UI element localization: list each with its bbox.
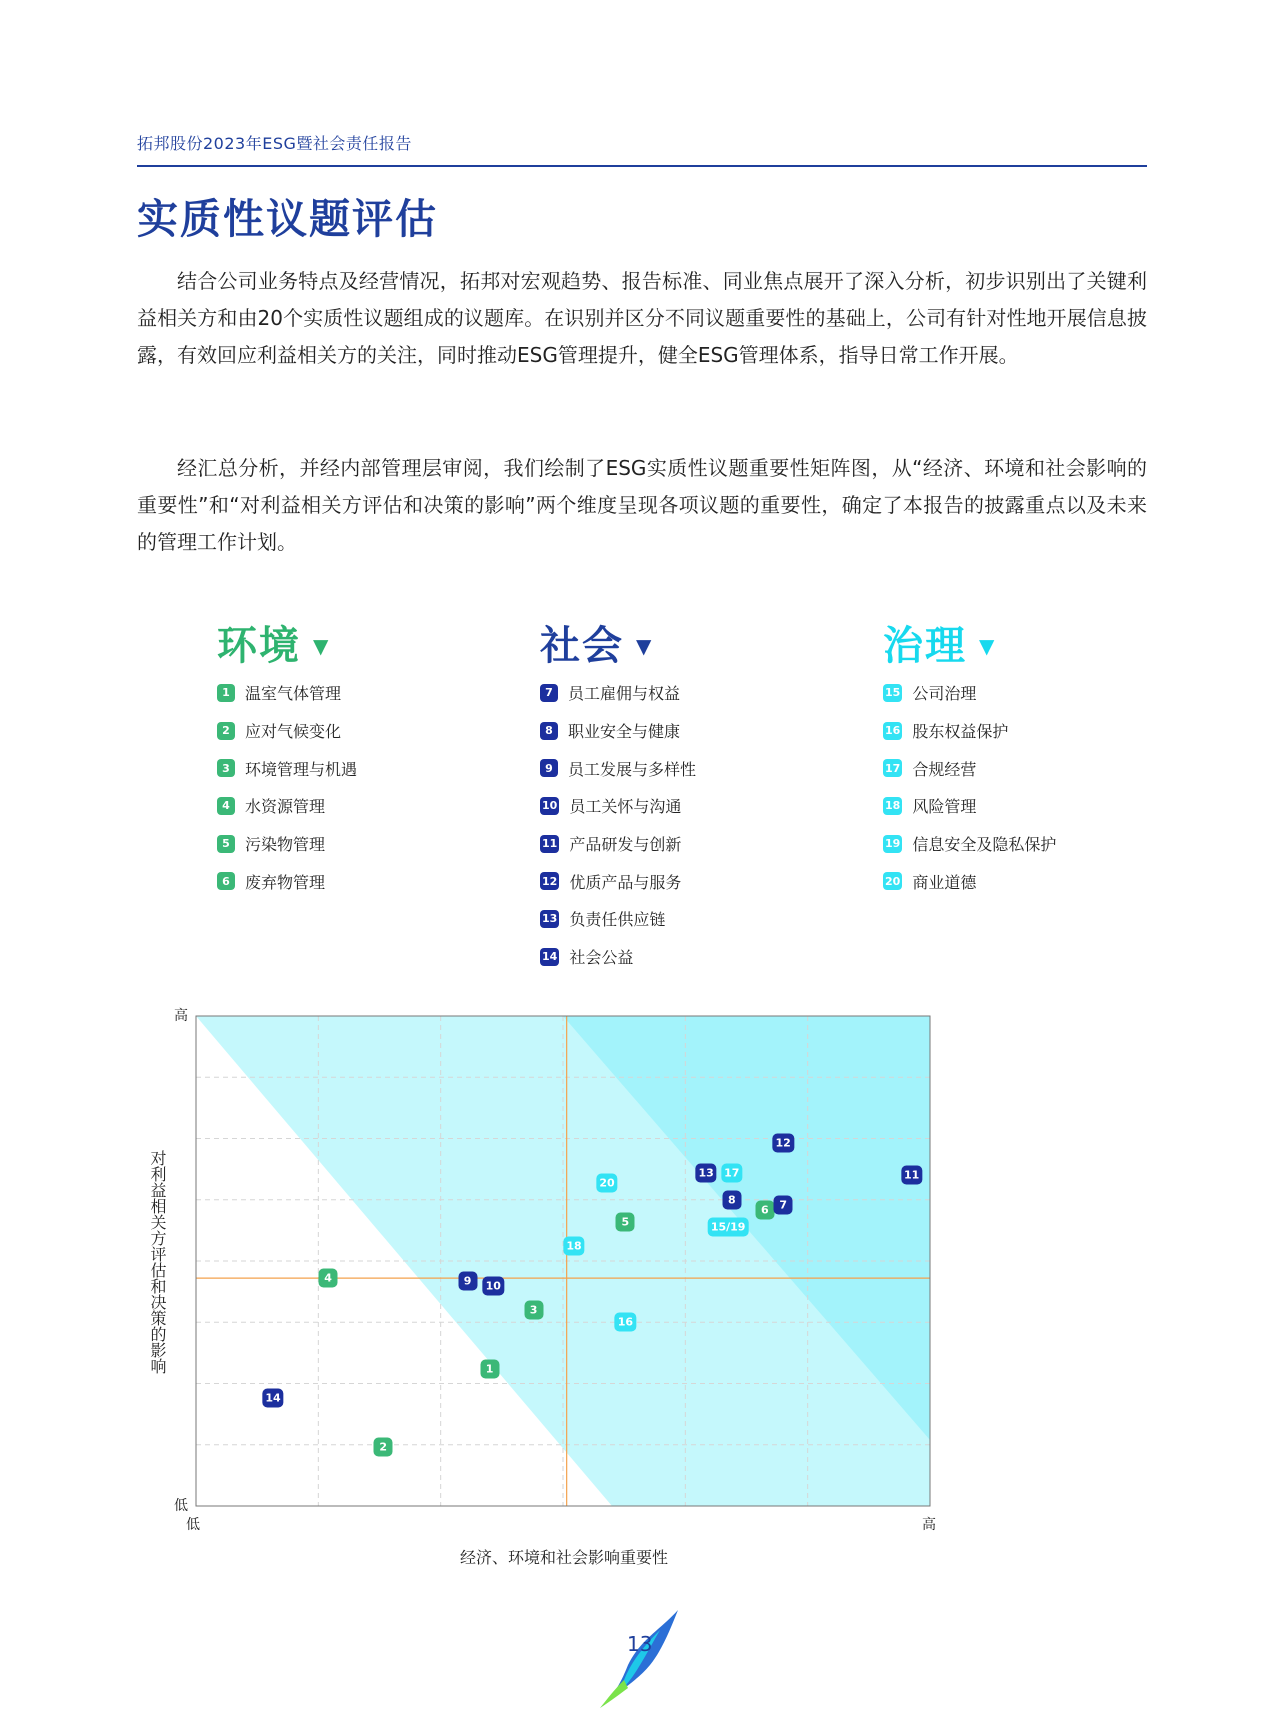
legend-item-label: 股东权益保护 bbox=[912, 722, 1009, 742]
triangle-down-icon: ▼ bbox=[636, 634, 654, 658]
legend-number-badge: 6 bbox=[217, 872, 235, 890]
legend-number-badge: 12 bbox=[540, 872, 559, 890]
matrix-point-10: 10 bbox=[483, 1276, 504, 1295]
legend-number-badge: 18 bbox=[883, 797, 902, 815]
y-axis-title: 对利益相关方评估和决策的影响 bbox=[148, 1150, 167, 1374]
body-paragraph-2: 经汇总分析，并经内部管理层审阅，我们绘制了ESG实质性议题重要性矩阵图，从“经济、环境和社会影响的重要性”和“对利益相关方评估和决策的影响”两个维度呈现各项议题的重要性，确定了本报告的披露重点以及未来的管理工作计划。 bbox=[137, 456, 1147, 554]
legend-item-label: 水资源管理 bbox=[245, 797, 326, 817]
legend-number-badge: 13 bbox=[540, 910, 559, 928]
legend-item-label: 商业道德 bbox=[912, 872, 977, 892]
legend-item-label: 员工发展与多样性 bbox=[568, 759, 697, 779]
legend-title-governance: 治理 ▼ bbox=[883, 623, 997, 669]
legend-number-badge: 8 bbox=[540, 722, 558, 740]
matrix-point-4: 4 bbox=[319, 1269, 338, 1288]
legend-number-badge: 3 bbox=[217, 759, 235, 777]
legend-item-label: 环境管理与机遇 bbox=[245, 759, 358, 779]
x-axis-high-label: 高 bbox=[922, 1517, 936, 1533]
legend-item-label: 产品研发与创新 bbox=[569, 835, 682, 855]
matrix-point-18: 18 bbox=[563, 1237, 584, 1256]
legend-number-badge: 19 bbox=[883, 835, 902, 853]
leaf-logo-icon bbox=[600, 1610, 680, 1710]
matrix-point-11: 11 bbox=[901, 1166, 922, 1185]
legend-item-label: 应对气候变化 bbox=[245, 722, 342, 742]
legend-title-social: 社会 ▼ bbox=[540, 623, 654, 669]
legend-item-label: 风险管理 bbox=[912, 797, 977, 817]
legend-number-badge: 11 bbox=[540, 835, 559, 853]
matrix-point-12: 12 bbox=[773, 1134, 794, 1153]
body-paragraph-1: 结合公司业务特点及经营情况，拓邦对宏观趋势、报告标准、同业焦点展开了深入分析，初步识别出了关键利益相关方和由20个实质性议题组成的议题库。在识别并区分不同议题重要性的基础上，公司有针对性地开展信息披露，有效回应利益相关方的关注，同时推动ESG管理提升，健全ESG管理体系，指导日常工作开展。 bbox=[137, 269, 1147, 367]
legend-number-badge: 2 bbox=[217, 722, 235, 740]
legend-item-label: 信息安全及隐私保护 bbox=[912, 835, 1057, 855]
legend-number-badge: 15 bbox=[883, 684, 902, 702]
matrix-point-17: 17 bbox=[721, 1163, 742, 1182]
legend-item-label: 社会公益 bbox=[569, 948, 634, 968]
matrix-point-13: 13 bbox=[695, 1163, 716, 1182]
legend-number-badge: 16 bbox=[883, 722, 902, 740]
matrix-point-8: 8 bbox=[722, 1190, 741, 1209]
legend-number-badge: 1 bbox=[217, 684, 235, 702]
matrix-point-9: 9 bbox=[458, 1271, 477, 1290]
legend-number-badge: 7 bbox=[540, 684, 558, 702]
legend-number-badge: 14 bbox=[540, 948, 559, 966]
legend-number-badge: 4 bbox=[217, 797, 235, 815]
x-axis-title: 经济、环境和社会影响重要性 bbox=[460, 1548, 669, 1567]
page-number: 13 bbox=[627, 1632, 653, 1656]
report-header-title: 拓邦股份2023年ESG暨社会责任报告 bbox=[137, 134, 412, 153]
y-axis-low-label: 低 bbox=[174, 1498, 188, 1514]
page-title: 实质性议题评估 bbox=[137, 195, 438, 243]
legend-item-label: 员工雇佣与权益 bbox=[568, 684, 681, 704]
matrix-point-16: 16 bbox=[615, 1313, 636, 1332]
legend-item-label: 优质产品与服务 bbox=[569, 872, 682, 892]
legend-item-label: 职业安全与健康 bbox=[568, 722, 681, 742]
legend-number-badge: 10 bbox=[540, 797, 559, 815]
legend-item-label: 废弃物管理 bbox=[245, 872, 326, 892]
matrix-point-5: 5 bbox=[616, 1212, 635, 1231]
matrix-point-3: 3 bbox=[524, 1301, 543, 1320]
legend-number-badge: 17 bbox=[883, 759, 902, 777]
legend-item-label: 温室气体管理 bbox=[245, 684, 342, 704]
legend-item-label: 负责任供应链 bbox=[569, 910, 666, 930]
legend-item-label: 公司治理 bbox=[912, 684, 977, 704]
legend-title-environment: 环境 ▼ bbox=[217, 623, 331, 669]
legend-number-badge: 20 bbox=[883, 872, 902, 890]
legend-number-badge: 9 bbox=[540, 759, 558, 777]
matrix-point-1: 1 bbox=[480, 1359, 499, 1378]
legend-item-label: 合规经营 bbox=[912, 759, 977, 779]
y-axis-high-label: 高 bbox=[174, 1008, 188, 1024]
matrix-point-15-19: 15/19 bbox=[708, 1217, 749, 1236]
legend-item-label: 污染物管理 bbox=[245, 835, 326, 855]
legend-number-badge: 5 bbox=[217, 835, 235, 853]
matrix-point-6: 6 bbox=[755, 1200, 774, 1219]
matrix-point-2: 2 bbox=[374, 1438, 393, 1457]
matrix-point-7: 7 bbox=[774, 1195, 793, 1214]
triangle-down-icon: ▼ bbox=[313, 634, 331, 658]
triangle-down-icon: ▼ bbox=[979, 634, 997, 658]
x-axis-low-label: 低 bbox=[186, 1517, 200, 1533]
matrix-point-20: 20 bbox=[596, 1173, 617, 1192]
legend-item-label: 员工关怀与沟通 bbox=[569, 797, 682, 817]
matrix-point-14: 14 bbox=[262, 1389, 283, 1408]
